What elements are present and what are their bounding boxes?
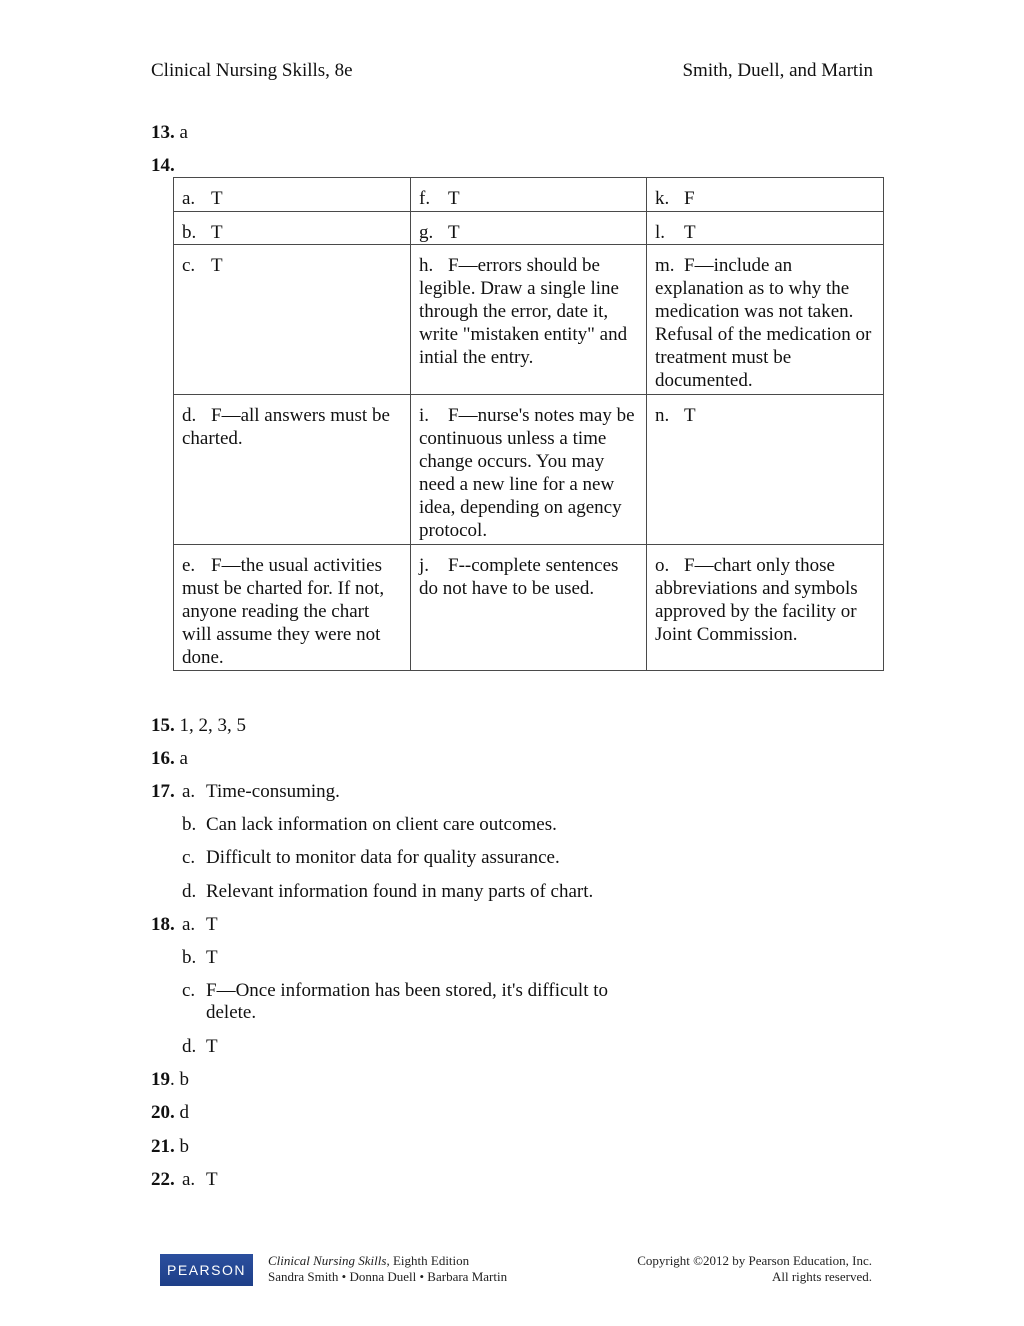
cell-letter: m. bbox=[655, 255, 675, 276]
sub-answer bbox=[182, 980, 646, 1024]
cell-letter: f. bbox=[419, 188, 431, 209]
sub-letter: d. bbox=[182, 881, 197, 902]
cell-letter: o. bbox=[655, 555, 670, 576]
question-22 bbox=[151, 1169, 175, 1191]
question-number: 15. bbox=[151, 715, 175, 736]
question-number: 16. bbox=[151, 748, 175, 769]
page-footer bbox=[160, 1250, 872, 1290]
question-number: 18. bbox=[151, 914, 175, 935]
sub-answer bbox=[182, 1169, 218, 1191]
logo-text: PEARSON bbox=[167, 1262, 246, 1278]
cell-text: T bbox=[211, 222, 223, 243]
sub-answer bbox=[182, 947, 218, 969]
cell-text: T bbox=[684, 405, 696, 426]
footer-book-title: Clinical Nursing Skills bbox=[268, 1253, 387, 1268]
table-cell bbox=[647, 178, 884, 212]
sub-text: F—Once information has been stored, it's difficult to delete. bbox=[206, 980, 608, 1023]
cell-text: F—chart only those abbreviations and symbols approved by the facility or Joint Commission. bbox=[655, 555, 858, 645]
cell-letter: j. bbox=[419, 555, 430, 576]
answer-text: a bbox=[179, 748, 188, 769]
table-row bbox=[174, 545, 884, 671]
question-21 bbox=[151, 1136, 189, 1158]
running-header bbox=[151, 60, 873, 82]
question-18 bbox=[151, 914, 175, 936]
cell-text: F bbox=[684, 188, 695, 209]
sub-answer bbox=[182, 1036, 218, 1058]
footer-copyright bbox=[637, 1253, 872, 1285]
sub-answer bbox=[182, 781, 340, 803]
cell-text: T bbox=[211, 255, 223, 276]
cell-text: T bbox=[211, 188, 223, 209]
sub-text: T bbox=[206, 914, 218, 935]
sub-answer bbox=[182, 814, 557, 836]
sub-letter: a. bbox=[182, 1169, 196, 1190]
sub-text: T bbox=[206, 1169, 218, 1190]
sub-letter: b. bbox=[182, 814, 197, 835]
question-number: 14. bbox=[151, 155, 175, 176]
cell-text: F—errors should be legible. Draw a single line through the error, date it, write "mistaken entity" and intial the entry. bbox=[419, 255, 628, 368]
sub-answer bbox=[182, 881, 593, 903]
table-row bbox=[174, 245, 884, 395]
table-cell bbox=[647, 212, 884, 245]
question-19 bbox=[151, 1069, 189, 1091]
cell-letter: b. bbox=[182, 222, 197, 243]
cell-letter: l. bbox=[655, 222, 666, 243]
answer-table-body bbox=[174, 178, 884, 671]
copyright-text: Copyright ©2012 by Pearson Education, Inc. bbox=[637, 1253, 872, 1268]
table-cell bbox=[411, 545, 647, 671]
answer-text: a bbox=[179, 122, 188, 143]
sub-letter: b. bbox=[182, 947, 197, 968]
table-row bbox=[174, 178, 884, 212]
table-cell bbox=[647, 395, 884, 545]
answer-table bbox=[173, 177, 884, 671]
sub-text: Time-consuming. bbox=[206, 781, 340, 802]
table-cell bbox=[174, 245, 411, 395]
question-number: 17. bbox=[151, 781, 175, 802]
cell-text: F—the usual activities must be charted for. If not, anyone reading the chart will assume they were not done. bbox=[182, 555, 385, 668]
pearson-logo bbox=[160, 1254, 253, 1286]
question-14 bbox=[151, 155, 175, 177]
cell-text: F—all answers must be charted. bbox=[182, 405, 390, 449]
question-16 bbox=[151, 748, 188, 770]
answer-text: b bbox=[179, 1069, 189, 1090]
header-book-title: Clinical Nursing Skills, 8e bbox=[151, 60, 353, 81]
question-number: 21. bbox=[151, 1136, 175, 1157]
sub-letter: c. bbox=[182, 847, 196, 868]
question-17 bbox=[151, 781, 175, 803]
footer-book-info bbox=[268, 1253, 507, 1285]
question-separator: . bbox=[170, 1069, 175, 1090]
table-cell bbox=[647, 245, 884, 395]
sub-letter: a. bbox=[182, 914, 196, 935]
question-20 bbox=[151, 1102, 189, 1124]
table-cell bbox=[174, 212, 411, 245]
cell-text: T bbox=[448, 188, 460, 209]
question-number: 19 bbox=[151, 1069, 170, 1090]
sub-answer bbox=[182, 914, 218, 936]
table-cell bbox=[174, 178, 411, 212]
sub-text: Difficult to monitor data for quality assurance. bbox=[206, 847, 560, 868]
footer-authors: Sandra Smith • Donna Duell • Barbara Martin bbox=[268, 1269, 508, 1284]
cell-letter: n. bbox=[655, 405, 670, 426]
cell-letter: d. bbox=[182, 405, 197, 426]
question-number: 20. bbox=[151, 1102, 175, 1123]
cell-letter: i. bbox=[419, 405, 430, 426]
header-authors: Smith, Duell, and Martin bbox=[682, 60, 873, 81]
answer-text: d bbox=[179, 1102, 189, 1123]
sub-text: T bbox=[206, 947, 218, 968]
table-cell bbox=[411, 178, 647, 212]
table-cell bbox=[411, 395, 647, 545]
footer-book-edition: , Eighth Edition bbox=[386, 1253, 470, 1268]
question-number: 13. bbox=[151, 122, 175, 143]
rights-text: All rights reserved. bbox=[771, 1269, 872, 1284]
cell-text: F—nurse's notes may be continuous unless a time change occurs. You may need a new line for a new idea, depending on agency protocol. bbox=[419, 405, 635, 541]
sub-text: T bbox=[206, 1036, 218, 1057]
question-13 bbox=[151, 122, 188, 144]
cell-letter: g. bbox=[419, 222, 434, 243]
sub-answer bbox=[182, 847, 560, 869]
table-cell bbox=[647, 545, 884, 671]
table-row bbox=[174, 212, 884, 245]
sub-letter: c. bbox=[182, 980, 196, 1001]
sub-letter: a. bbox=[182, 781, 196, 802]
cell-text: T bbox=[684, 222, 696, 243]
cell-text: F—include an explanation as to why the medication was not taken. Refusal of the medication or treatment must be documented. bbox=[655, 255, 872, 391]
cell-text: F--complete sentences do not have to be used. bbox=[419, 555, 619, 599]
question-15 bbox=[151, 715, 246, 737]
cell-letter: a. bbox=[182, 188, 196, 209]
cell-letter: e. bbox=[182, 555, 196, 576]
sub-text: Relevant information found in many parts of chart. bbox=[206, 881, 594, 902]
cell-text: T bbox=[448, 222, 460, 243]
table-row bbox=[174, 395, 884, 545]
cell-letter: c. bbox=[182, 255, 196, 276]
table-cell bbox=[411, 245, 647, 395]
question-number: 22. bbox=[151, 1169, 175, 1190]
table-cell bbox=[411, 212, 647, 245]
cell-letter: h. bbox=[419, 255, 434, 276]
table-cell bbox=[174, 545, 411, 671]
sub-text: Can lack information on client care outcomes. bbox=[206, 814, 557, 835]
sub-letter: d. bbox=[182, 1036, 197, 1057]
table-cell bbox=[174, 395, 411, 545]
cell-letter: k. bbox=[655, 188, 670, 209]
answer-text: b bbox=[179, 1136, 189, 1157]
answer-text: 1, 2, 3, 5 bbox=[179, 715, 246, 736]
